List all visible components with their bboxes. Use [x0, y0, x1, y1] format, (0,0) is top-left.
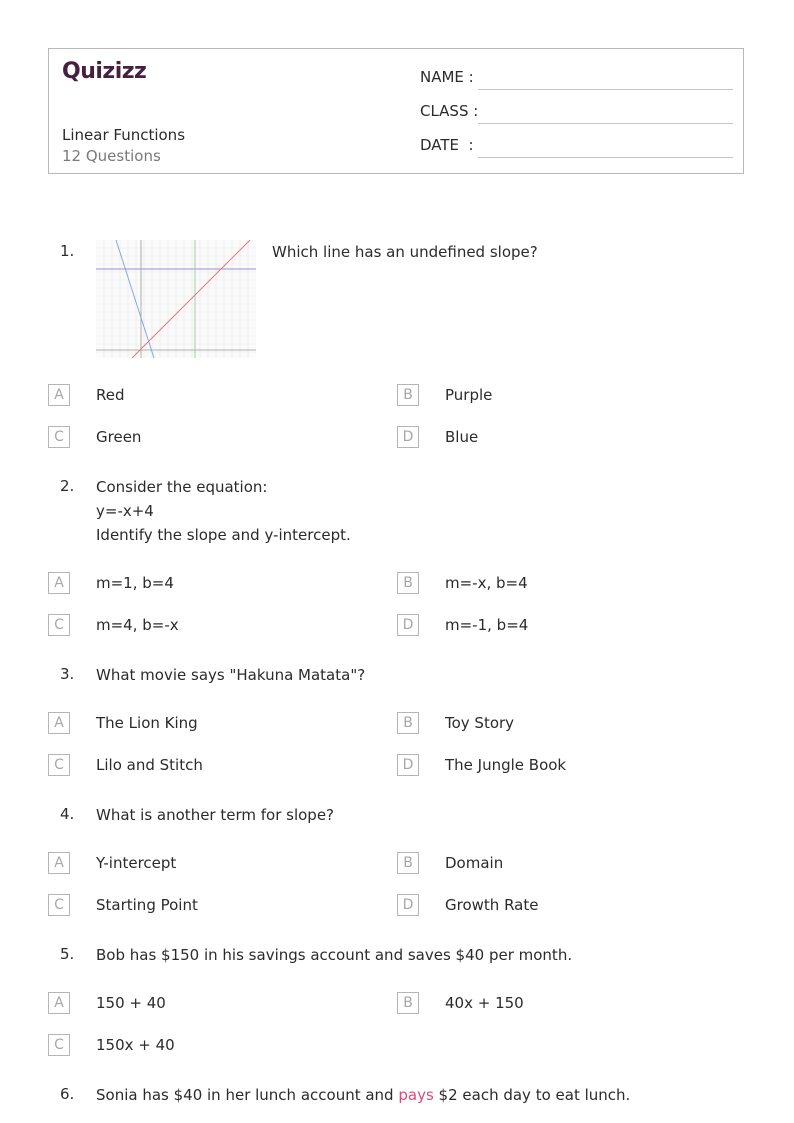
option-letter-box[interactable]: B — [397, 712, 419, 734]
option-text: m=-1, b=4 — [445, 616, 529, 634]
slope-graph-image — [96, 240, 256, 358]
date-line[interactable] — [478, 157, 733, 158]
option-text: Green — [96, 428, 142, 446]
quizizz-logo: Quizizz — [62, 59, 147, 84]
option-text: Blue — [445, 428, 479, 446]
option-text: Toy Story — [445, 714, 515, 732]
class-label: CLASS : — [420, 102, 479, 120]
question-text: Which line has an undefined slope? — [272, 243, 538, 261]
option-text: The Jungle Book — [445, 756, 567, 774]
option-letter-box[interactable]: A — [48, 992, 70, 1014]
option-letter-box[interactable]: D — [397, 754, 419, 776]
question-text: Consider the equation: — [96, 478, 268, 496]
worksheet-header — [48, 48, 744, 174]
question-number: 6. — [60, 1085, 75, 1103]
question-number: 2. — [60, 477, 75, 495]
option-letter-box[interactable]: D — [397, 614, 419, 636]
date-label: DATE : — [420, 136, 474, 154]
option-letter-box[interactable]: C — [48, 614, 70, 636]
option-text: Y-intercept — [96, 854, 177, 872]
question-text: What movie says "Hakuna Matata"? — [96, 666, 366, 684]
option-text: Growth Rate — [445, 896, 539, 914]
option-letter-box[interactable]: A — [48, 384, 70, 406]
option-letter-box[interactable]: C — [48, 1034, 70, 1056]
option-letter-box[interactable]: D — [397, 894, 419, 916]
option-letter-box[interactable]: D — [397, 426, 419, 448]
option-letter-box[interactable]: A — [48, 572, 70, 594]
question-number: 5. — [60, 945, 75, 963]
question-text-start: Sonia has $40 in her lunch account and — [96, 1086, 394, 1104]
class-line[interactable] — [478, 123, 733, 124]
option-text: 150 + 40 — [96, 994, 166, 1012]
option-letter-box[interactable]: C — [48, 894, 70, 916]
option-letter-box[interactable]: B — [397, 384, 419, 406]
option-text: Red — [96, 386, 125, 404]
option-text: Domain — [445, 854, 504, 872]
highlighted-word: pays — [398, 1086, 434, 1104]
question-text-end: $2 each day to eat lunch. — [438, 1086, 631, 1104]
option-text: 150x + 40 — [96, 1036, 175, 1054]
option-text: m=4, b=-x — [96, 616, 179, 634]
option-text: m=1, b=4 — [96, 574, 174, 592]
question-count: 12 Questions — [62, 147, 161, 165]
option-text: Lilo and Stitch — [96, 756, 203, 774]
option-text: Starting Point — [96, 896, 198, 914]
option-letter-box[interactable]: C — [48, 426, 70, 448]
option-text: 40x + 150 — [445, 994, 524, 1012]
question-text — [96, 1083, 630, 1107]
option-text: Purple — [445, 386, 493, 404]
option-letter-box[interactable]: C — [48, 754, 70, 776]
option-letter-box[interactable]: B — [397, 852, 419, 874]
question-number: 1. — [60, 242, 75, 260]
option-letter-box[interactable]: A — [48, 712, 70, 734]
option-text: The Lion King — [96, 714, 198, 732]
worksheet-title: Linear Functions — [62, 126, 186, 144]
option-letter-box[interactable]: B — [397, 572, 419, 594]
option-text: m=-x, b=4 — [445, 574, 528, 592]
question-number: 4. — [60, 805, 75, 823]
name-label: NAME : — [420, 68, 474, 86]
question-number: 3. — [60, 665, 75, 683]
option-letter-box[interactable]: A — [48, 852, 70, 874]
question-text: Bob has $150 in his savings account and saves $40 per month. — [96, 946, 573, 964]
question-text: What is another term for slope? — [96, 806, 335, 824]
question-instruction: Identify the slope and y-intercept. — [96, 526, 351, 544]
question-equation: y=-x+4 — [96, 502, 154, 520]
option-letter-box[interactable]: B — [397, 992, 419, 1014]
name-line[interactable] — [478, 89, 733, 90]
